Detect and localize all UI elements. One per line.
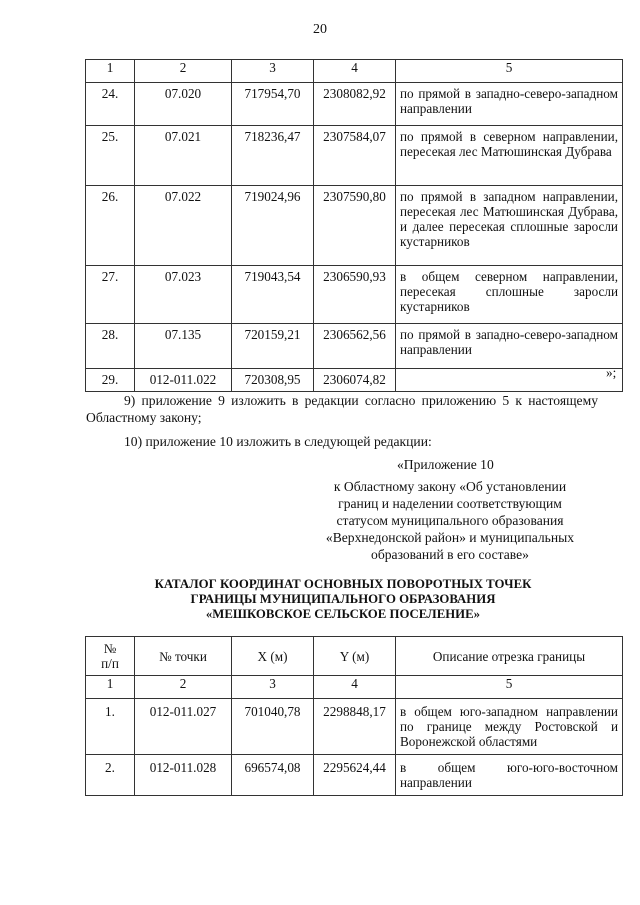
header-num-line: п/п: [101, 656, 119, 671]
segment-description: по прямой в западном направлении, пересекая лес Матюшинская Дубрава, и далее пересекая сплошные заросли кустарников: [396, 186, 623, 266]
y-coordinate: 2306590,93: [314, 266, 396, 324]
row-number: 24.: [86, 83, 135, 126]
appendix-note-line: «Верхнедонской район» и муниципальных: [325, 530, 575, 545]
appendix-title: «Приложение 10: [397, 457, 494, 472]
column-number-row: [86, 676, 623, 699]
row-number: 25.: [86, 126, 135, 186]
table-row: [86, 83, 623, 126]
y-coordinate: 2308082,92: [314, 83, 396, 126]
row-number: 27.: [86, 266, 135, 324]
header-description: Описание отрезка границы: [396, 637, 623, 676]
point-id: 07.023: [135, 266, 232, 324]
catalog-title: [86, 577, 600, 622]
column-number-row: [86, 60, 623, 83]
column-number: 3: [232, 60, 314, 83]
column-number: 5: [396, 676, 623, 699]
column-number: 1: [86, 60, 135, 83]
column-number: 2: [135, 676, 232, 699]
header-x: X (м): [232, 637, 314, 676]
catalog-title-line: «МЕШКОВСКОЕ СЕЛЬСКОЕ ПОСЕЛЕНИЕ»: [205, 607, 481, 621]
point-id: 07.021: [135, 126, 232, 186]
y-coordinate: 2295624,44: [314, 755, 396, 796]
catalog-title-line: ГРАНИЦЫ МУНИЦИПАЛЬНОГО ОБРАЗОВАНИЯ: [190, 592, 496, 606]
appendix-note-line: границ и наделении соответствующим: [338, 496, 562, 511]
column-number: 1: [86, 676, 135, 699]
table-header-row: [86, 637, 623, 676]
column-number: 2: [135, 60, 232, 83]
table-row: [86, 755, 623, 796]
table-row: [86, 186, 623, 266]
segment-description: по прямой в западно-северо-западном направлении: [396, 324, 623, 369]
closing-quote-mark: »;: [606, 365, 617, 380]
segment-description: по прямой в северном направлении, пересекая лес Матюшинская Дубрава: [396, 126, 623, 186]
point-id: 012-011.027: [135, 699, 232, 755]
coordinates-catalog-table: [85, 636, 623, 796]
appendix-note-line: статусом муниципального образования: [336, 513, 564, 528]
segment-description: в общем северном направлении, пересекая сплошные заросли кустарников: [396, 266, 623, 324]
point-id: 07.022: [135, 186, 232, 266]
x-coordinate: 720308,95: [232, 369, 314, 392]
catalog-title-line: КАТАЛОГ КООРДИНАТ ОСНОВНЫХ ПОВОРОТНЫХ ТОЧЕК: [154, 577, 532, 591]
point-id: 07.135: [135, 324, 232, 369]
table-row: [86, 126, 623, 186]
header-point: № точки: [135, 637, 232, 676]
paragraph-9: 9) приложение 9 изложить в редакции согласно приложению 5 к настоящему Областному закону;: [86, 393, 598, 425]
page-number: 20: [313, 22, 327, 37]
table-row: [86, 369, 623, 392]
segment-description: [396, 369, 623, 392]
x-coordinate: 719043,54: [232, 266, 314, 324]
y-coordinate: 2298848,17: [314, 699, 396, 755]
table-row: [86, 699, 623, 755]
row-number: 26.: [86, 186, 135, 266]
column-number: 4: [314, 676, 396, 699]
x-coordinate: 696574,08: [232, 755, 314, 796]
x-coordinate: 719024,96: [232, 186, 314, 266]
table-row: [86, 324, 623, 369]
point-id: 07.020: [135, 83, 232, 126]
row-number: 28.: [86, 324, 135, 369]
segment-description: в общем юго-западном направлении по границе между Ростовской и Воронежской областями: [396, 699, 623, 755]
point-id: 012-011.022: [135, 369, 232, 392]
segment-description: по прямой в западно-северо-западном направлении: [396, 83, 623, 126]
x-coordinate: 717954,70: [232, 83, 314, 126]
row-number: 1.: [86, 699, 135, 755]
appendix-note-line: к Областному закону «Об установлении: [333, 479, 567, 494]
coordinates-table-continued: [85, 59, 623, 392]
y-coordinate: 2306562,56: [314, 324, 396, 369]
header-row-number: [86, 637, 135, 676]
x-coordinate: 720159,21: [232, 324, 314, 369]
y-coordinate: 2307584,07: [314, 126, 396, 186]
point-id: 012-011.028: [135, 755, 232, 796]
paragraph-10: 10) приложение 10 изложить в следующей редакции:: [124, 434, 432, 449]
appendix-note-line: образований в его составе»: [371, 547, 529, 562]
row-number: 2.: [86, 755, 135, 796]
header-y: Y (м): [314, 637, 396, 676]
segment-description: в общем юго-юго-восточном направлении: [396, 755, 623, 796]
header-num-line: №: [103, 641, 117, 656]
y-coordinate: 2306074,82: [314, 369, 396, 392]
appendix-note: [300, 478, 600, 563]
table-row: [86, 266, 623, 324]
x-coordinate: 701040,78: [232, 699, 314, 755]
row-number: 29.: [86, 369, 135, 392]
column-number: 4: [314, 60, 396, 83]
y-coordinate: 2307590,80: [314, 186, 396, 266]
x-coordinate: 718236,47: [232, 126, 314, 186]
column-number: 3: [232, 676, 314, 699]
column-number: 5: [396, 60, 623, 83]
